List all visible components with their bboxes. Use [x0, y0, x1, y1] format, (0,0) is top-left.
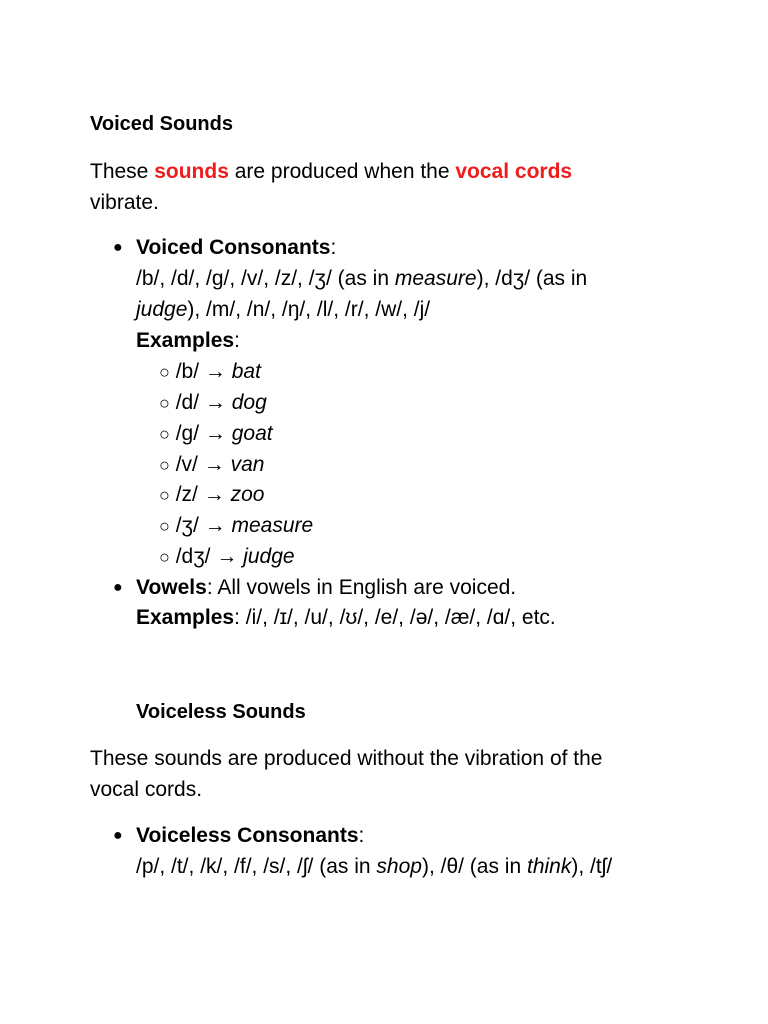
voiceless-intro-line2: vocal cords.	[90, 778, 203, 801]
voiced-intro-line2: vibrate.	[90, 191, 159, 214]
highlight-vocal-cords: vocal cords	[455, 160, 573, 183]
voiced-intro-line1	[90, 156, 572, 187]
vowel-examples-text: : /i/, /ɪ/, /u/, /ʊ/, /e/, /ə/, /æ/, /ɑ/, etc.	[234, 606, 556, 629]
voiced-examples-title	[136, 325, 240, 356]
voiced-consonants-line2	[136, 294, 430, 325]
phoneme-list: ), /θ/ (as in	[421, 855, 527, 878]
voiced-consonants-line1	[136, 263, 587, 294]
example-word: judge	[136, 298, 188, 321]
vowels-examples-line	[136, 602, 556, 633]
example-sound: /dʒ/ →	[175, 545, 244, 568]
vowels-label: Vowels	[136, 576, 207, 599]
example-word: measure	[394, 267, 477, 290]
section-heading-voiceless: Voiceless Sounds	[136, 701, 306, 723]
examples-label: Examples	[136, 329, 235, 352]
voiceless-intro-line1: These sounds are produced without the vibration of the	[90, 747, 603, 770]
example-sound: /g/ →	[175, 422, 232, 445]
example-item	[159, 418, 273, 450]
example-word: bat	[231, 360, 261, 383]
example-word: dog	[231, 391, 267, 414]
example-item	[159, 510, 313, 542]
example-item	[159, 541, 295, 573]
vowels-text: : All vowels in English are voiced.	[206, 576, 517, 599]
example-sound: /v/ →	[175, 453, 231, 476]
highlight-sounds: sounds	[154, 160, 229, 183]
example-word: zoo	[230, 483, 265, 506]
colon: :	[234, 329, 240, 352]
section-heading-voiced: Voiced Sounds	[90, 113, 233, 135]
example-sound: /ʒ/ →	[175, 514, 232, 537]
bullet-icon: ●	[113, 827, 123, 844]
example-item	[159, 449, 264, 481]
example-word: think	[526, 855, 572, 878]
colon: :	[358, 824, 365, 847]
phoneme-list: /b/, /d/, /g/, /v/, /z/, /ʒ/ (as in	[136, 267, 395, 290]
voiceless-consonants-line1	[136, 851, 612, 882]
example-word: shop	[376, 855, 422, 878]
phoneme-list: ), /dʒ/ (as in	[476, 267, 588, 290]
example-item	[159, 356, 261, 388]
example-item	[159, 479, 264, 511]
voiced-consonants-label: Voiced Consonants	[136, 236, 331, 259]
circle-bullet-icon: ○	[159, 547, 170, 567]
example-item	[159, 387, 267, 419]
circle-bullet-icon: ○	[159, 424, 170, 444]
example-word: judge	[243, 545, 295, 568]
circle-bullet-icon: ○	[159, 516, 170, 536]
example-sound: /b/ →	[175, 360, 232, 383]
example-word: measure	[231, 514, 314, 537]
circle-bullet-icon: ○	[159, 362, 170, 382]
example-word: goat	[231, 422, 273, 445]
circle-bullet-icon: ○	[159, 485, 170, 505]
bullet-icon: ●	[113, 239, 123, 256]
example-word: van	[230, 453, 265, 476]
voiced-consonants-title	[136, 232, 336, 263]
circle-bullet-icon: ○	[159, 455, 170, 475]
example-sound: /z/ →	[175, 483, 231, 506]
vowels-line	[136, 572, 516, 603]
colon: :	[330, 236, 337, 259]
phoneme-list: ), /m/, /n/, /ŋ/, /l/, /r/, /w/, /j/	[187, 298, 431, 321]
voiceless-consonants-label: Voiceless Consonants	[136, 824, 359, 847]
examples-label: Examples	[136, 606, 235, 629]
phoneme-list: /p/, /t/, /k/, /f/, /s/, /ʃ/ (as in	[136, 855, 377, 878]
circle-bullet-icon: ○	[159, 393, 170, 413]
example-sound: /d/ →	[175, 391, 232, 414]
voiceless-consonants-title	[136, 820, 364, 851]
intro-text: are produced when the	[228, 160, 456, 183]
intro-text: These	[90, 160, 155, 183]
bullet-icon: ●	[113, 579, 123, 596]
phoneme-list: ), /tʃ/	[571, 855, 613, 878]
